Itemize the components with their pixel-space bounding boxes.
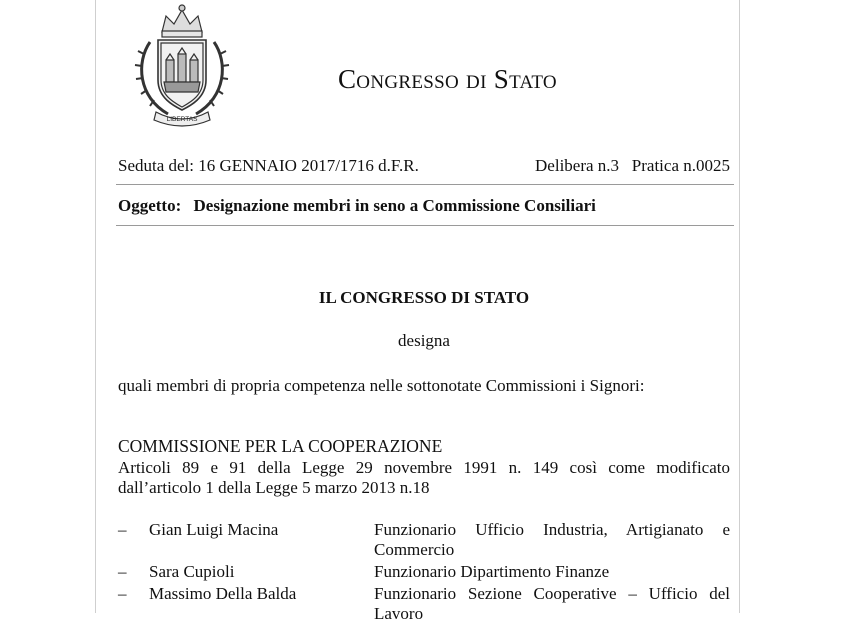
legal-reference-line: Articoli 89 e 91 della Legge 29 novembre 1991 n. 149 così come modificato (118, 458, 730, 477)
page-edge-left (95, 0, 96, 613)
commission-legal-reference (118, 458, 730, 498)
session-row (118, 156, 730, 178)
intro-paragraph: quali membri di propria competenza nelle sottonotate Commissioni i Signori: (118, 376, 645, 395)
subject-row (118, 196, 596, 216)
member-role (374, 562, 730, 582)
divider-rule (116, 184, 734, 185)
member-list (118, 520, 732, 624)
list-item (118, 520, 732, 562)
session-date: Seduta del: 16 GENNAIO 2017/1716 d.F.R. (118, 156, 419, 175)
coat-of-arms-emblem (128, 2, 236, 130)
subject-text: Designazione membri in seno a Commissione Consiliari (193, 196, 596, 215)
list-dash: – (118, 584, 127, 603)
member-role (374, 584, 730, 624)
svg-text:LIBERTAS: LIBERTAS (166, 116, 198, 123)
body-verb: designa (398, 331, 450, 350)
legal-reference-line: dall’articolo 1 della Legge 5 marzo 2013 n.18 (118, 478, 430, 497)
body-heading: IL CONGRESSO DI STATO (318, 288, 530, 307)
list-dash: – (118, 520, 127, 539)
subject-label: Oggetto: (118, 196, 182, 215)
member-role-line: Funzionario Dipartimento Finanze (374, 562, 610, 581)
member-role (374, 520, 730, 560)
member-role-line: Commercio (374, 540, 455, 559)
member-name: Sara Cupioli (149, 562, 235, 581)
member-name: Gian Luigi Macina (149, 520, 279, 539)
page-edge-right (739, 0, 740, 613)
list-dash: – (118, 562, 127, 581)
member-role-line: Lavoro (374, 604, 424, 623)
divider-rule (116, 225, 734, 226)
member-role-line: Funzionario Ufficio Industria, Artigianato e (374, 520, 730, 539)
list-item (118, 584, 732, 624)
document-title: Congresso di Stato (338, 64, 557, 94)
member-role-line: Funzionario Sezione Cooperative – Ufficio del (374, 584, 730, 603)
deliberation-reference: Delibera n.3 Pratica n.0025 (535, 156, 730, 175)
list-item (118, 562, 732, 584)
member-name: Massimo Della Balda (149, 584, 297, 603)
commission-title: COMMISSIONE PER LA COOPERAZIONE (118, 436, 443, 456)
